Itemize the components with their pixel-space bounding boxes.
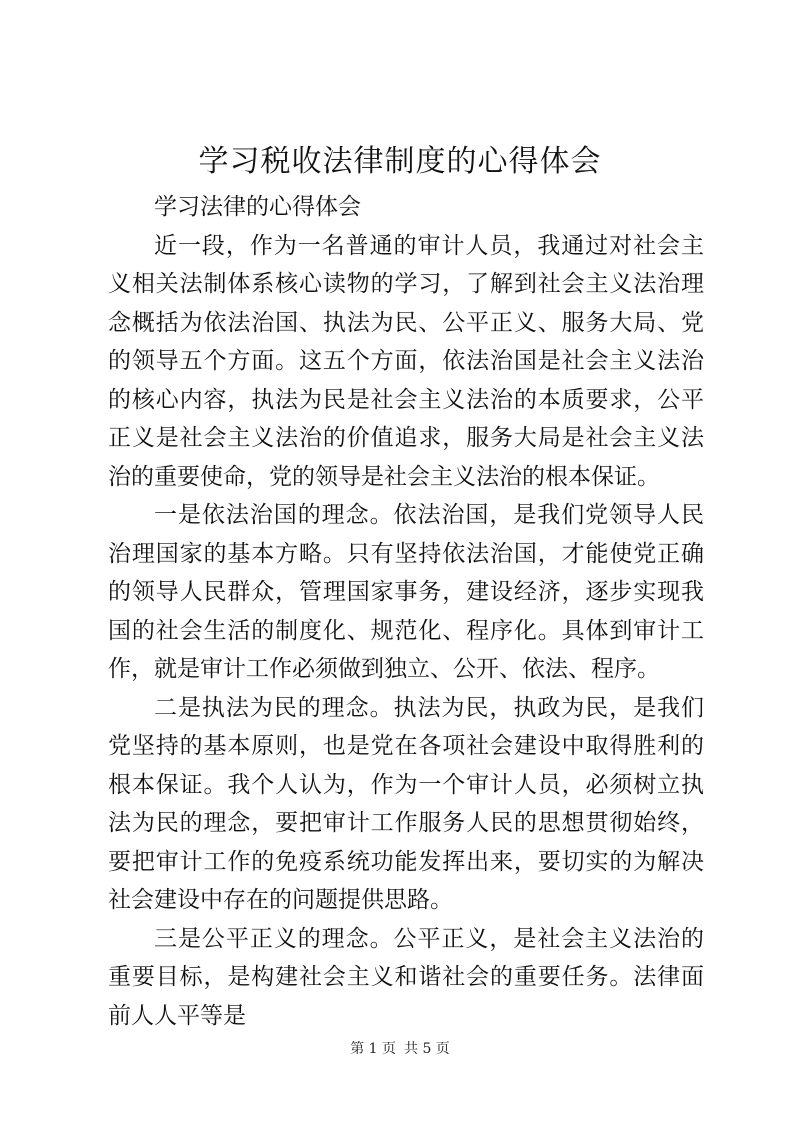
paragraph-intro: 近一段，作为一名普通的审计人员，我通过对社会主义相关法制体系核心读物的学习，了解到社会主义法治理念概括为依法治国、执法为民、公平正义、服务大局、党的领导五个方面。这五个方面，依法治国是社会主义法治的核心内容，执法为民是社会主义法治的本质要求，公平正义是社会主义法治的价值追求，服务大局是社会主义法治的重要使命，党的领导是社会主义法治的根本保证。 [108, 232, 704, 490]
paragraph-fairness-justice: 三是公平正义的理念。公平正义，是社会主义法治的重要目标，是构建社会主义和谐社会的重要任务。法律面前人人平等是 [108, 925, 704, 1029]
document-title: 学习税收法律制度的心得体会 [198, 144, 602, 179]
document-subtitle: 学习法律的心得体会 [154, 194, 361, 220]
page-footer [0, 1039, 800, 1059]
paragraph-serve-people: 二是执法为民的理念。执法为民，执政为民，是我们党坚持的基本原则，也是党在各项社会建设中取得胜利的根本保证。我个人认为，作为一个审计人员，必须树立执法为民的理念，要把审计工作服务人民的思想贯彻始终，要把审计工作的免疫系统功能发挥出来，要切实的为解决社会建设中存在的问题提供思路。 [108, 694, 704, 913]
total-pages: 共 5 页 [404, 1041, 450, 1057]
page-number: 第 1 页 [350, 1041, 396, 1057]
document-body [108, 188, 704, 1035]
paragraph-rule-of-law: 一是依法治国的理念。依法治国，是我们党领导人民治理国家的基本方略。只有坚持依法治国，才能使党正确的领导人民群众，管理国家事务，建设经济，逐步实现我国的社会生活的制度化、规范化、程序化。具体到审计工作，就是审计工作必须做到独立、公开、依法、程序。 [108, 502, 704, 682]
